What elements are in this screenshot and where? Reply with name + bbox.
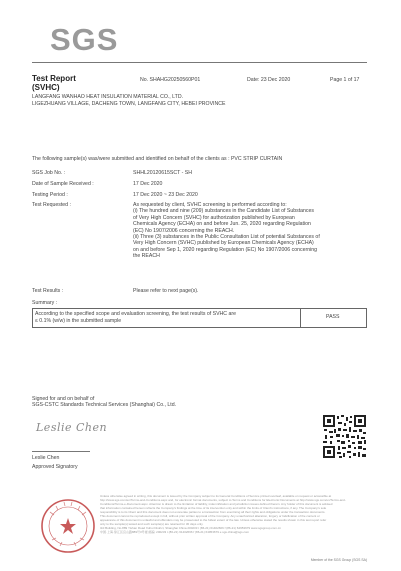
summary-label: Summary : bbox=[32, 300, 58, 306]
test-requested-text bbox=[133, 202, 381, 260]
signed-for-line: Signed for and on behalf of bbox=[32, 396, 95, 402]
requested-line: the REACH bbox=[133, 253, 160, 260]
test-results-value: Please refer to next page(s). bbox=[133, 288, 199, 294]
sample-received-value: 17 Dec 2020 bbox=[133, 181, 163, 187]
sample-received-label: Date of Sample Received : bbox=[32, 181, 94, 187]
footer-line: that information contained hereon reflects the Company's findings at the time of its intervention only and within the limits of Client's instructions, if any. The Company's sole bbox=[100, 506, 327, 510]
requested-line: (EC) No 1907/2006 concerning the REACH. bbox=[133, 227, 235, 234]
footer-line: This document cannot be reproduced except in full, without prior written approval of the Company. Any unauthorized alteration, forgery or falsification of the content or bbox=[100, 514, 320, 518]
requested-line: Chemicals Agency (ECHA) on and before Jun. 25, 2020 regarding Regulation bbox=[133, 221, 311, 228]
requested-line: (i) The hundred and nine (209) substances in the Candidate List of Substances bbox=[133, 208, 315, 215]
requested-line: of Very High Concern (SVHC) for authorization published by European bbox=[133, 214, 295, 221]
signature-line bbox=[32, 451, 90, 452]
footer-line: Conditions/Terms-e-Document.aspx. Attention is drawn to the limitation of liability, indemnification and jurisdiction issues defined therein. Any holder of this document is advised bbox=[100, 502, 333, 506]
applicant-address: LIGEZHUANG VILLAGE, DACHENG TOWN, LANGFANG CITY, HEBEI PROVINCE bbox=[32, 101, 226, 107]
legal-footer bbox=[100, 494, 368, 552]
summary-table-divider bbox=[300, 308, 301, 328]
requested-line: Very High Concern (SVHC) published by European Chemicals Agency (ECHA) bbox=[133, 240, 314, 247]
footer-line: 3rd Building, No.889 Yishan Road Xuhui District, Shanghai China 200233 t (86-21) 61402666 f (86-21) 64953679 www.sgsgroup.com.cn bbox=[100, 526, 281, 530]
footer-line: appearance of this document is unlawful and offenders may be prosecuted to the fullest extent of the law. Unless otherwise stated the results shown in this test report refer bbox=[100, 518, 327, 522]
report-title bbox=[32, 74, 76, 92]
footer-line: 中国·上海·徐汇区宜山路889号3号楼 邮编: 200233 t (86-21) 61402666 f (86-21) 64953679 e sgs.china@sgs.com bbox=[100, 530, 250, 534]
report-title-line2: (SVHC) bbox=[32, 83, 60, 92]
testing-period-label: Testing Period : bbox=[32, 192, 68, 198]
report-date: Date: 23 Dec 2020 bbox=[247, 77, 291, 83]
summary-text-line2: ≤ 0.1% (w/w) in the submitted sample bbox=[35, 318, 122, 324]
footer-line: http://www.sgs.com/en/Terms-and-Conditions.aspx and, for electronic format documents, subject to Terms and Conditions for Electronic Documents at http://www.sgs.com/en/Terms-and- bbox=[100, 498, 346, 502]
testing-period-value: 17 Dec 2020 ~ 23 Dec 2020 bbox=[133, 192, 198, 198]
qr-code bbox=[322, 414, 367, 459]
member-of-sgs-group: Member of the SGS Group (SGS SA) bbox=[310, 558, 367, 562]
requested-line: (ii) Three (3) substances in the Public Consultation List of potential Substances of bbox=[133, 234, 320, 241]
footer-line: Unless otherwise agreed in writing, this document is issued by the Company subject to its General Conditions of Service printed overleaf, available on request or accessible at bbox=[100, 494, 332, 498]
test-results-label: Test Results : bbox=[32, 288, 64, 294]
job-no-value: SHHL20120615SCT - SH bbox=[133, 170, 193, 176]
signatory-name: Leslie Chen bbox=[32, 455, 60, 461]
sgs-logo: SGS bbox=[50, 22, 119, 57]
summary-text-line1: According to the specified scope and evaluation screening, the test results of SVHC are bbox=[35, 311, 236, 317]
job-no-label: SGS Job No. : bbox=[32, 170, 66, 176]
applicant-name: LANGFANG WANHAO HEAT INSULATION MATERIAL CO., LTD. bbox=[32, 94, 184, 100]
footer-line: only to the sample(s) tested and such sample(s) are retained for 30 days only. bbox=[100, 522, 204, 526]
requested-line: As requested by client, SVHC screening is performed according to: bbox=[133, 202, 287, 208]
header-divider bbox=[32, 62, 367, 63]
handwritten-signature: Leslie Chen bbox=[36, 421, 108, 434]
test-requested-label: Test Requested : bbox=[32, 202, 71, 208]
signatory-role: Approved Signatory bbox=[32, 464, 78, 470]
report-number: No. SHAHG20250560P01 bbox=[140, 77, 201, 83]
company-name: SGS-CSTC Standards Technical Services (Shanghai) Co., Ltd. bbox=[32, 402, 177, 408]
report-title-line1: Test Report bbox=[32, 74, 76, 83]
summary-result: PASS bbox=[326, 314, 340, 320]
sample-intro: The following sample(s) was/were submitted and identified on behalf of the clients as : PVC STRIP CURTAIN bbox=[32, 156, 283, 162]
requested-line: on and before Sep 1, 2020 regarding Regulation (EC) No 1907/2006 concerning bbox=[133, 246, 317, 253]
page-number: Page 1 of 17 bbox=[330, 77, 360, 83]
company-stamp bbox=[40, 498, 96, 554]
footer-line: responsibility is to its Client and this document does not exonerate parties to a transaction from exercising all their rights and obligations under the transaction documents. bbox=[100, 510, 326, 514]
